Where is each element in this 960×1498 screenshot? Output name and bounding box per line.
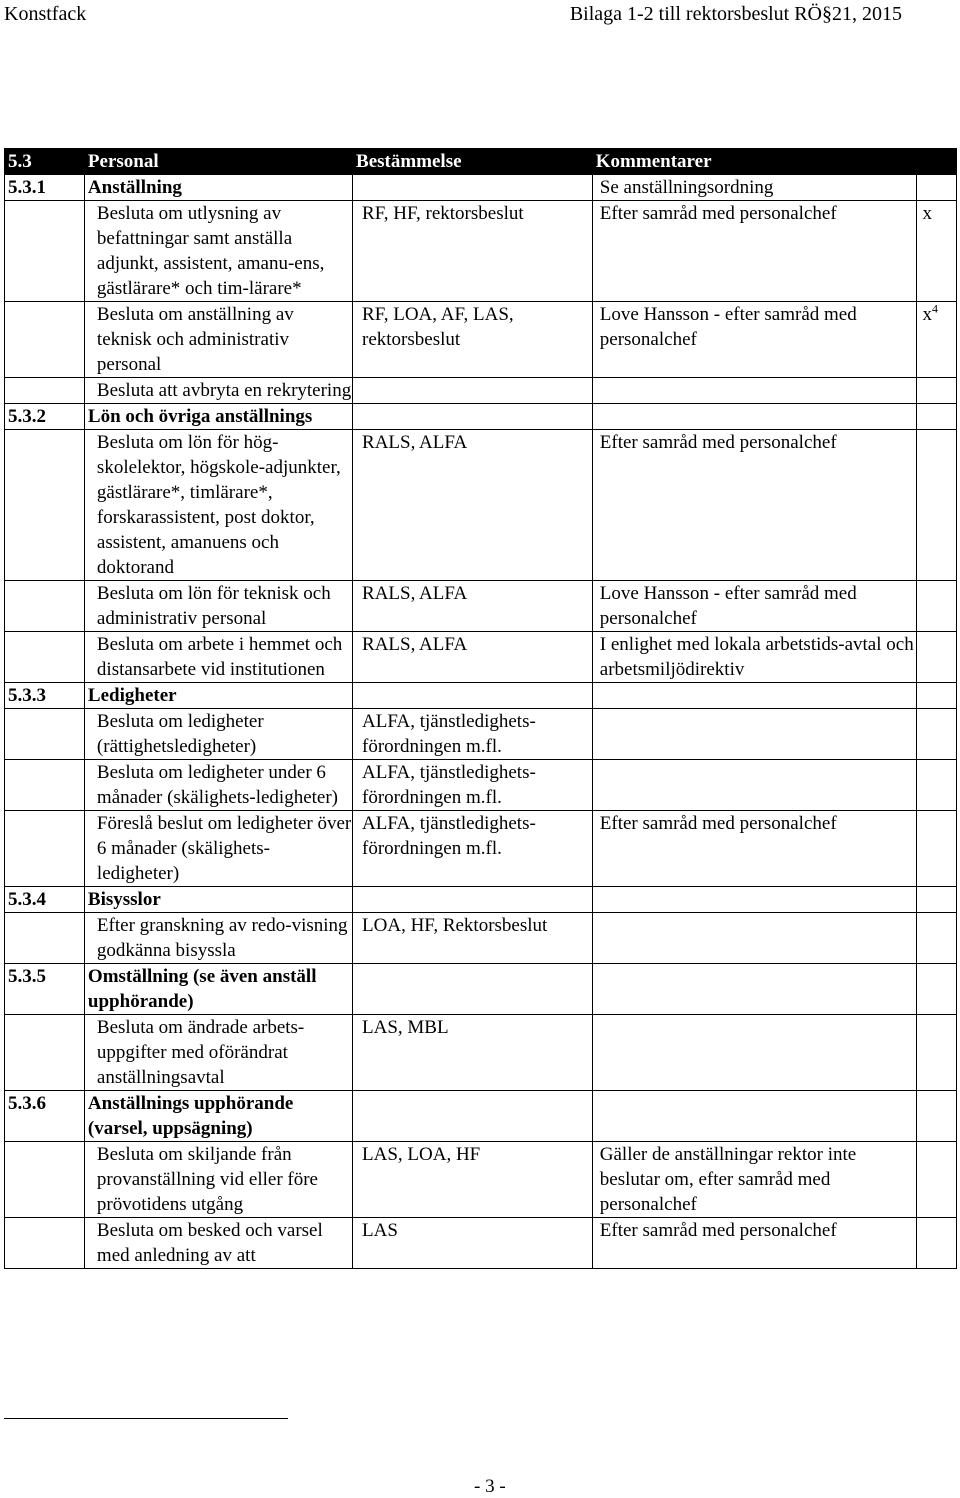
table-header-row (5, 149, 957, 175)
row-description: Besluta om utlysning av befattningar samt anställa adjunkt, assistent, amanu-ens, gästlärare* och tim-lärare* (84, 201, 352, 302)
row-description: Besluta om ledigheter under 6 månader (skälighets-ledigheter) (84, 760, 352, 811)
section-row (5, 1091, 957, 1142)
section-title: Lön och övriga anställnings (87, 406, 313, 427)
section-comment: Se anställningsordning (592, 175, 916, 201)
section-row (5, 887, 957, 913)
row-bestammelse: LAS (353, 1218, 593, 1269)
row-description: Besluta att avbryta en rekrytering (84, 378, 352, 404)
footnote-separator (4, 1418, 288, 1419)
row-bestammelse: LAS, LOA, HF (353, 1142, 593, 1218)
row-kommentar: Efter samråd med personalchef (592, 1218, 916, 1269)
row-bestammelse: LOA, HF, Rektorsbeslut (353, 913, 593, 964)
table-row (5, 581, 957, 632)
row-description: Besluta om lön för hög-skolelektor, högskole-adjunkter, gästlärare*, timlärare*, forskarassistent, post doktor, assistent, amanuens och doktorand (84, 430, 352, 581)
row-bestammelse: ALFA, tjänstledighets-förordningen m.fl. (353, 760, 593, 811)
row-bestammelse: ALFA, tjänstledighets-förordningen m.fl. (353, 709, 593, 760)
table-row (5, 201, 957, 302)
row-description: Besluta om ledigheter (rättighetsledigheter) (84, 709, 352, 760)
row-bestammelse: RF, LOA, AF, LAS, rektorsbeslut (353, 302, 593, 378)
row-description: Efter granskning av redo-visning godkänna bisyssla (84, 913, 352, 964)
row-kommentar: Efter samråd med personalchef (592, 430, 916, 581)
section-number: 5.3.2 (5, 404, 85, 430)
row-description: Besluta om ändrade arbets-uppgifter med oförändrat anställningsavtal (84, 1015, 352, 1091)
section-row (5, 175, 957, 201)
table-row (5, 709, 957, 760)
column-header-bestammelse: Bestämmelse (353, 149, 593, 175)
page-number: - 3 - (474, 1476, 506, 1497)
row-description: Besluta om arbete i hemmet och distansarbete vid institutionen (84, 632, 352, 683)
section-number: 5.3.4 (5, 887, 85, 913)
table-row (5, 632, 957, 683)
row-description: Besluta om besked och varsel med anledning av att (84, 1218, 352, 1269)
section-title: Anställnings upphörande (varsel, uppsägning) (84, 1091, 352, 1142)
row-bestammelse: RF, HF, rektorsbeslut (353, 201, 593, 302)
section-number: 5.3 (5, 149, 85, 175)
table-row (5, 760, 957, 811)
section-title: Omställning (se även anställ (87, 966, 317, 987)
row-bestammelse: RALS, ALFA (353, 581, 593, 632)
table-row (5, 1015, 957, 1091)
header-left: Konstfack (4, 3, 87, 25)
row-description: Besluta om lön för teknisk och administrativ personal (84, 581, 352, 632)
row-kommentar: Efter samråd med personalchef (592, 811, 916, 887)
row-kommentar: Love Hansson - efter samråd med personalchef (592, 302, 916, 378)
section-title: Personal (84, 149, 352, 175)
row-description: Besluta om skiljande från provanställning vid eller före prövotidens utgång (84, 1142, 352, 1218)
section-title-line2: upphörande) (87, 991, 194, 1012)
section-number: 5.3.1 (5, 175, 85, 201)
table-row (5, 1218, 957, 1269)
table-row (5, 913, 957, 964)
row-description: Besluta om anställning av teknisk och administrativ personal (84, 302, 352, 378)
table-row (5, 302, 957, 378)
row-bestammelse: ALFA, tjänstledighets-förordningen m.fl. (353, 811, 593, 887)
delegation-table (4, 148, 957, 1269)
section-title: Anställning (84, 175, 352, 201)
table-row (5, 430, 957, 581)
section-title: Bisysslor (84, 887, 352, 913)
section-row (5, 404, 957, 430)
header-right: Bilaga 1-2 till rektorsbeslut RÖ§21, 2015 (569, 3, 902, 25)
table-row (5, 1142, 957, 1218)
row-kommentar: Efter samråd med personalchef (592, 201, 916, 302)
row-kommentar: Gäller de anställningar rektor inte beslutar om, efter samråd med personalchef (592, 1142, 916, 1218)
row-bestammelse: RALS, ALFA (353, 430, 593, 581)
column-header-kommentarer: Kommentarer (592, 149, 916, 175)
row-kommentar: Love Hansson - efter samråd med personalchef (592, 581, 916, 632)
section-row (5, 964, 957, 1015)
row-mark: x (922, 304, 933, 325)
table-row (5, 811, 957, 887)
row-bestammelse: RALS, ALFA (353, 632, 593, 683)
section-number: 5.3.3 (5, 683, 85, 709)
section-row (5, 683, 957, 709)
footnote-ref: 4 (932, 301, 939, 316)
row-description: Föreslå beslut om ledigheter över 6 månader (skälighets-ledigheter) (84, 811, 352, 887)
row-mark: x (916, 201, 956, 302)
row-bestammelse: LAS, MBL (353, 1015, 593, 1091)
row-kommentar: I enlighet med lokala arbetstids-avtal och arbetsmiljödirektiv (592, 632, 916, 683)
section-title: Ledigheter (84, 683, 352, 709)
table-row (5, 378, 957, 404)
section-number: 5.3.5 (5, 964, 85, 1015)
section-number: 5.3.6 (5, 1091, 85, 1142)
